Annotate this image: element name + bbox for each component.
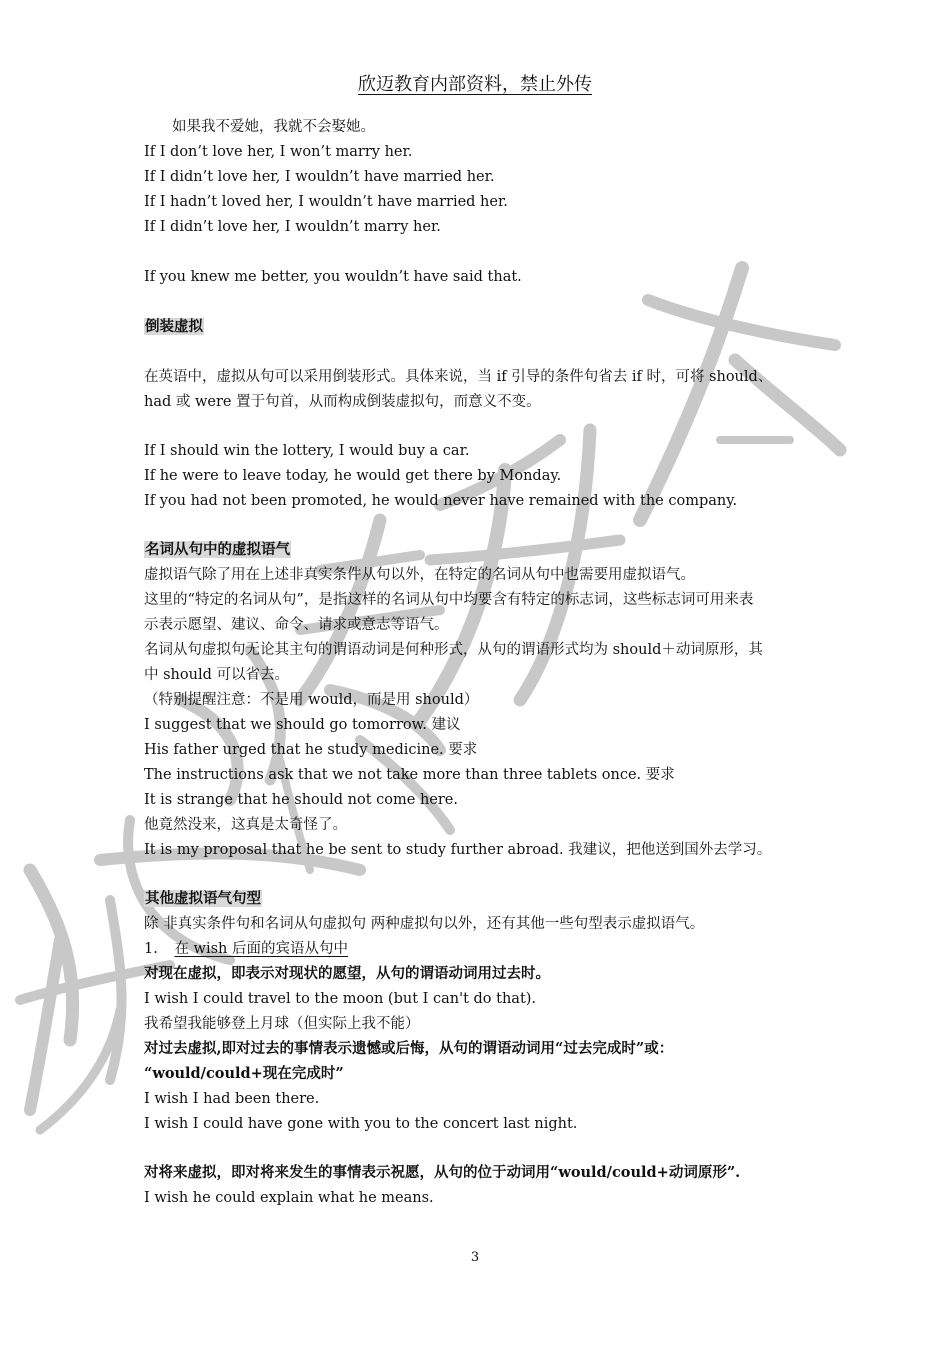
text-line: （特别提醒注意：不是用 would，而是用 should） <box>144 692 479 708</box>
text-line: 虚拟语气除了用在上述非真实条件从句以外，在特定的名词从句中也需要用虚拟语气。 <box>144 567 695 583</box>
text-line: I wish I had been there. <box>144 1091 320 1107</box>
text-line: 名词从句虚拟句无论其主句的谓语动词是何种形式，从句的谓语形式均为 should＋动词原形，其 <box>144 642 763 658</box>
text-line: 示表示愿望、建议、命令、请求或意志等语气。 <box>144 617 449 633</box>
text-line: I wish I could have gone with you to the concert last night. <box>144 1116 578 1132</box>
text-line: 他竟然没来，这真是太奇怪了。 <box>144 817 347 833</box>
text-line: 对过去虚拟,即对过去的事情表示遗憾或后悔，从句的谓语动词用“过去完成时”或： <box>144 1040 674 1057</box>
text-line: “would/could+现在完成时” <box>144 1065 344 1082</box>
text-line: 中 should 可以省去。 <box>144 667 289 683</box>
heading-inverted-subjunctive: 倒装虚拟 <box>145 318 203 335</box>
text-line: If you had not been promoted, he would never have remained with the company. <box>144 493 738 509</box>
text-line: It is strange that he should not come here. <box>144 792 458 808</box>
page-number: 3 <box>470 1250 480 1265</box>
text-line: 对现在虚拟，即表示对现状的愿望，从句的谓语动词用过去时。 <box>144 965 550 982</box>
text-line: I wish he could explain what he means. <box>144 1190 434 1206</box>
text-line: His father urged that he study medicine. 要求 <box>144 742 478 758</box>
text-line: had 或 were 置于句首，从而构成倒装虚拟句，而意义不变。 <box>144 394 541 410</box>
list-item-text: 在 wish 后面的宾语从句中 <box>174 941 348 957</box>
heading-noun-clause: 名词从句中的虚拟语气 <box>145 541 290 558</box>
text-line: I wish I could travel to the moon (but I can't do that). <box>144 991 537 1007</box>
text-line: 这里的“特定的名词从句”，是指这样的名词从句中均要含有特定的标志词，这些标志词可用来表 <box>144 592 754 608</box>
list-number: 1. <box>144 941 158 957</box>
text-line: 除 非真实条件句和名词从句虚拟句 两种虚拟句以外，还有其他一些句型表示虚拟语气。 <box>144 916 705 932</box>
text-line: If he were to leave today, he would get there by Monday. <box>144 468 562 484</box>
list-item <box>144 939 348 959</box>
heading-other-patterns: 其他虚拟语气句型 <box>145 890 261 907</box>
text-line: I suggest that we should go tomorrow. 建议 <box>144 717 461 733</box>
text-line: If I didn’t love her, I wouldn’t have married her. <box>144 169 495 185</box>
text-line: If I don’t love her, I won’t marry her. <box>144 144 413 160</box>
text-line: 在英语中，虚拟从句可以采用倒装形式。具体来说，当 if 引导的条件句省去 if 时，可将 should、 <box>144 369 773 385</box>
text-line: The instructions ask that we not take more than three tablets once. 要求 <box>144 767 675 783</box>
text-line: If I hadn’t loved her, I wouldn’t have married her. <box>144 194 508 210</box>
text-line: 对将来虚拟，即对将来发生的事情表示祝愿，从句的位于动词用“would/could+动词原形”. <box>144 1164 741 1181</box>
text-line: 我希望我能够登上月球（但实际上我不能） <box>144 1016 420 1032</box>
section-heading <box>144 317 204 337</box>
text-line: 如果我不爱她，我就不会娶她。 <box>172 119 375 135</box>
text-line: If I didn’t love her, I wouldn’t marry her. <box>144 219 441 235</box>
text-line: If you knew me better, you wouldn’t have said that. <box>144 269 522 285</box>
section-heading <box>144 889 262 909</box>
document-header: 欣迈教育内部资料，禁止外传 <box>358 74 592 95</box>
section-heading <box>144 540 291 560</box>
text-line: It is my proposal that he be sent to study further abroad. 我建议，把他送到国外去学习。 <box>144 842 772 858</box>
text-line: If I should win the lottery, I would buy a car. <box>144 443 470 459</box>
